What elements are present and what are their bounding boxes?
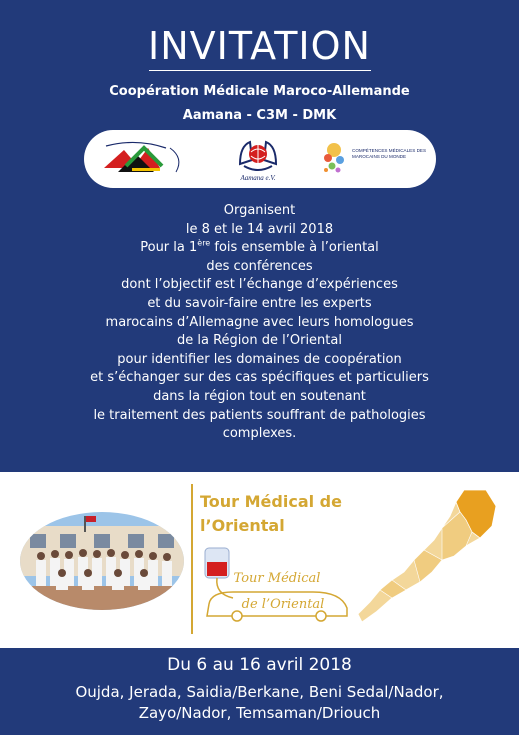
body-line: complexes. — [222, 426, 297, 442]
tour-title-line: Tour Médical de — [200, 492, 342, 511]
mdv-logo-icon — [96, 138, 196, 180]
morocco-map-icon — [356, 486, 506, 626]
invitation-body — [30, 202, 489, 444]
event-dates: Du 6 au 16 avril 2018 — [167, 655, 352, 675]
organization-name: Coopération Médicale Maroco-Allemande — [109, 84, 410, 99]
cities-line: Zayo/Nador, Temsaman/Driouch — [138, 704, 381, 722]
body-line: et s’échanger sur des cas spécifiques et particuliers — [90, 370, 429, 386]
partner-names: Aamana - C3M - DMK — [182, 108, 337, 123]
body-line: de la Région de l’Oriental — [177, 333, 342, 349]
aamana-caption: Aamana e.V. — [240, 174, 276, 182]
body-line — [30, 239, 489, 258]
tour-logo-icon — [203, 546, 353, 624]
body-line: le traitement des patients souffrant de pathologies — [93, 407, 426, 423]
body-line: Organisent — [223, 203, 296, 218]
tour-title — [200, 490, 342, 538]
body-line-part: fois ensemble à l’oriental — [210, 240, 379, 256]
group-photo — [20, 512, 184, 610]
body-line: dans la région tout en soutenant — [153, 388, 366, 404]
cities-line: Oujda, Jerada, Saidia/Berkane, Beni Sedal/Nador, — [75, 683, 444, 701]
c3m-caption: COMPÉTENCES MÉDICALES DES MAROCAINS DU MONDE — [352, 148, 427, 159]
body-line: le 8 et le 14 avril 2018 — [185, 221, 334, 237]
tour-title-line: l’Oriental — [200, 516, 285, 535]
body-line: des conférences — [206, 258, 313, 274]
body-line: dont l’objectif est l’échange d’expériences — [121, 277, 398, 293]
body-line: marocains d’Allemagne avec leurs homologues — [105, 314, 414, 330]
c3m-logo-icon — [320, 140, 348, 176]
body-line: pour identifier les domaines de coopération — [117, 351, 402, 367]
event-cities — [0, 682, 519, 724]
tour-logo-text-1: Tour Médical — [233, 571, 321, 586]
partner-logo-bar — [84, 130, 436, 188]
superscript: ère — [197, 238, 211, 248]
tour-logo-text-2: de l’Oriental — [241, 597, 325, 612]
gold-divider — [191, 484, 193, 634]
body-line-part: Pour la 1 — [140, 240, 198, 256]
body-line: et du savoir-faire entre les experts — [147, 295, 372, 311]
group-photo-image — [20, 512, 184, 610]
title-underline — [149, 70, 371, 71]
page-title: INVITATION — [148, 24, 371, 68]
